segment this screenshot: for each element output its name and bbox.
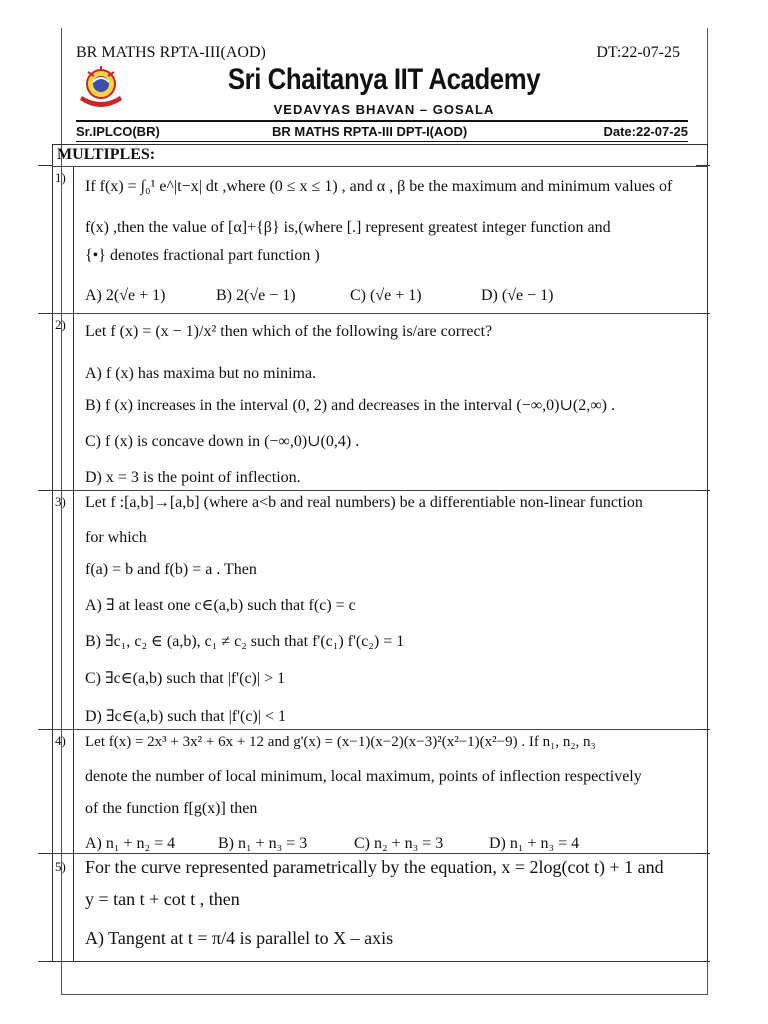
question-5-line-2: y = tan t + cot t , then [85,889,240,909]
sub-header-batch: Sr.IPLCO(BR) [76,124,160,139]
section-title: MULTIPLES: [57,146,156,163]
question-1-option-d: D) (√e − 1) [481,287,554,304]
question-number: 4) [55,733,66,748]
question-3-option-b: B) ∃c₁, c₂ ∈ (a,b), c₁ ≠ c₂ such that f'(c₁) f'(c₂) = 1 [85,633,405,650]
row-divider [52,729,708,730]
question-1-line-1: If f(x) = ∫₀¹ e^|t−x| dt ,where (0 ≤ x ≤ 1) , and α , β be the maximum and minimum values of [85,178,673,195]
row-divider [52,313,708,314]
question-4-option-c: C) n₂ + n₃ = 3 [354,835,444,852]
question-2-option-a: A) f (x) has maxima but no minima. [85,365,317,382]
question-1-option-c: C) (√e + 1) [350,287,422,304]
question-1-option-a: A) 2(√e + 1) [85,287,166,304]
question-4-line-3: of the function f[g(x)] then [85,800,258,817]
question-4-option-a: A) n₁ + n₂ = 4 [85,835,176,852]
header-course: BR MATHS RPTA-III(AOD) [76,44,266,61]
row-tick [696,313,710,314]
row-tick [38,853,52,854]
question-3-option-d: D) ∃c∈(a,b) such that |f'(c)| < 1 [85,708,286,725]
question-number: 3) [55,494,66,509]
sub-header [76,124,688,142]
row-divider [52,490,708,491]
header-rule [76,120,688,122]
academy-name: Sri Chaitanya IIT Academy [227,63,541,96]
question-4-option-b: B) n₁ + n₃ = 3 [218,835,308,852]
question-1-line-2: f(x) ,then the value of [α]+{β} is,(where [.] represent greatest integer function and [85,219,611,236]
question-5-line-1: For the curve represented parametrically by the equation, x = 2log(cot t) + 1 and [85,857,664,877]
question-2-option-d: D) x = 3 is the point of inflection. [85,469,301,486]
question-4-line-2: denote the number of local minimum, local maximum, points of inflection respectively [85,768,642,785]
row-tick [38,313,52,314]
question-3-line-3: f(a) = b and f(b) = a . Then [85,561,257,578]
row-tick [38,490,52,491]
sub-header-rule [76,141,688,142]
question-number: 2) [55,317,66,332]
question-4-option-d: D) n₁ + n₃ = 4 [489,835,580,852]
question-number: 5) [55,859,66,874]
question-4-line-1: Let f(x) = 2x³ + 3x² + 6x + 12 and g'(x) = (x−1)(x−2)(x−3)²(x²−1)(x²−9) . If n₁, n₂, n₃ [85,734,596,750]
row-tick [696,490,710,491]
row-tick [696,729,710,730]
question-number: 1) [55,170,66,185]
question-2-option-b: B) f (x) increases in the interval (0, 2) and decreases in the interval (−∞,0)∪(2,∞) . [85,397,615,414]
question-3-option-c: C) ∃c∈(a,b) such that |f'(c)| > 1 [85,670,286,687]
number-column-line [73,166,74,962]
question-1-line-3: {•} denotes fractional part function ) [85,247,320,264]
row-tick [38,165,52,166]
question-2-line-1: Let f (x) = (x − 1)/x² then which of the following is/are correct? [85,323,493,340]
sub-header-title: BR MATHS RPTA-III DPT-I(AOD) [272,124,468,139]
row-divider [52,853,708,854]
row-divider [52,166,708,167]
row-tick [696,853,710,854]
row-tick [38,961,52,962]
branch-name: VEDAVYAS BHAVAN – GOSALA [273,102,495,117]
question-3-option-a: A) ∃ at least one c∈(a,b) such that f(c) = c [85,597,356,614]
question-2-option-c: C) f (x) is concave down in (−∞,0)∪(0,4) . [85,433,360,450]
question-3-line-2: for which [85,529,147,546]
question-3-line-1: Let f :[a,b]→[a,b] (where a<b and real numbers) be a differentiable non-linear function [85,494,643,511]
row-tick [38,729,52,730]
header-date: DT:22-07-25 [596,44,680,61]
row-tick [696,961,710,962]
question-1-option-b: B) 2(√e − 1) [216,287,296,304]
question-5-option-a: A) Tangent at t = π/4 is parallel to X – axis [85,928,394,948]
sub-header-date: Date:22-07-25 [603,124,688,139]
